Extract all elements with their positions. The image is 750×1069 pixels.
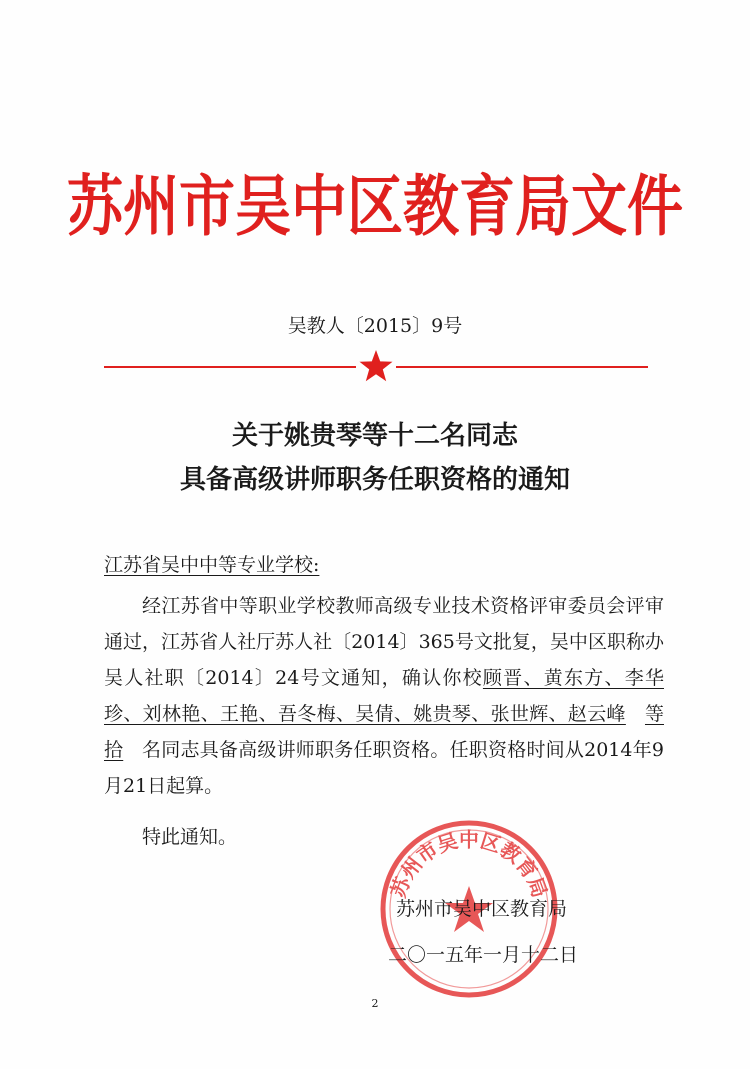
red-star-icon bbox=[358, 348, 394, 384]
document-subject bbox=[0, 414, 750, 502]
salutation-recipient: 江苏省吴中中等专业学校: bbox=[104, 554, 320, 576]
red-rule-right bbox=[396, 366, 648, 368]
body-text-deng: 等 bbox=[644, 703, 664, 725]
subject-line-1: 关于姚贵琴等十二名同志 bbox=[231, 421, 518, 451]
body-paragraph bbox=[104, 588, 664, 804]
subject-line-2: 具备高级讲师职务任职资格的通知 bbox=[179, 465, 570, 495]
document-header-title: 苏州市吴中区教育局文件 bbox=[67, 169, 683, 246]
signature-organization: 苏州市吴中区教育局 bbox=[396, 898, 568, 920]
signature-date: 二〇一五年一月十二日 bbox=[388, 944, 579, 966]
red-rule-left bbox=[104, 366, 356, 368]
teacher-names: 顾晋、黄东方、李华珍、刘林艳、王艳、吾冬梅、吴倩、姚贵琴、张世辉、赵云峰 bbox=[104, 667, 664, 725]
closing-text: 特此通知。 bbox=[142, 826, 238, 848]
body-text-intro: 经江苏省中等职业学校教师高级专业技术资格评审委员会评审通过，江苏省人社厅苏人社〔2014〕365号文批复，吴中区职称办吴人社职〔2014〕24号文通知，确认你校 bbox=[104, 595, 664, 689]
page-number: 2 bbox=[371, 997, 379, 1010]
teacher-count: 拾 bbox=[104, 739, 124, 761]
document-number: 吴教人〔2015〕9号 bbox=[287, 315, 463, 337]
body-text-conclusion: 名同志具备高级讲师职务任职资格。任职资格时间从2014年9月21日起算。 bbox=[104, 739, 664, 797]
seal-text: 苏州市吴中区教育局 bbox=[385, 827, 553, 901]
